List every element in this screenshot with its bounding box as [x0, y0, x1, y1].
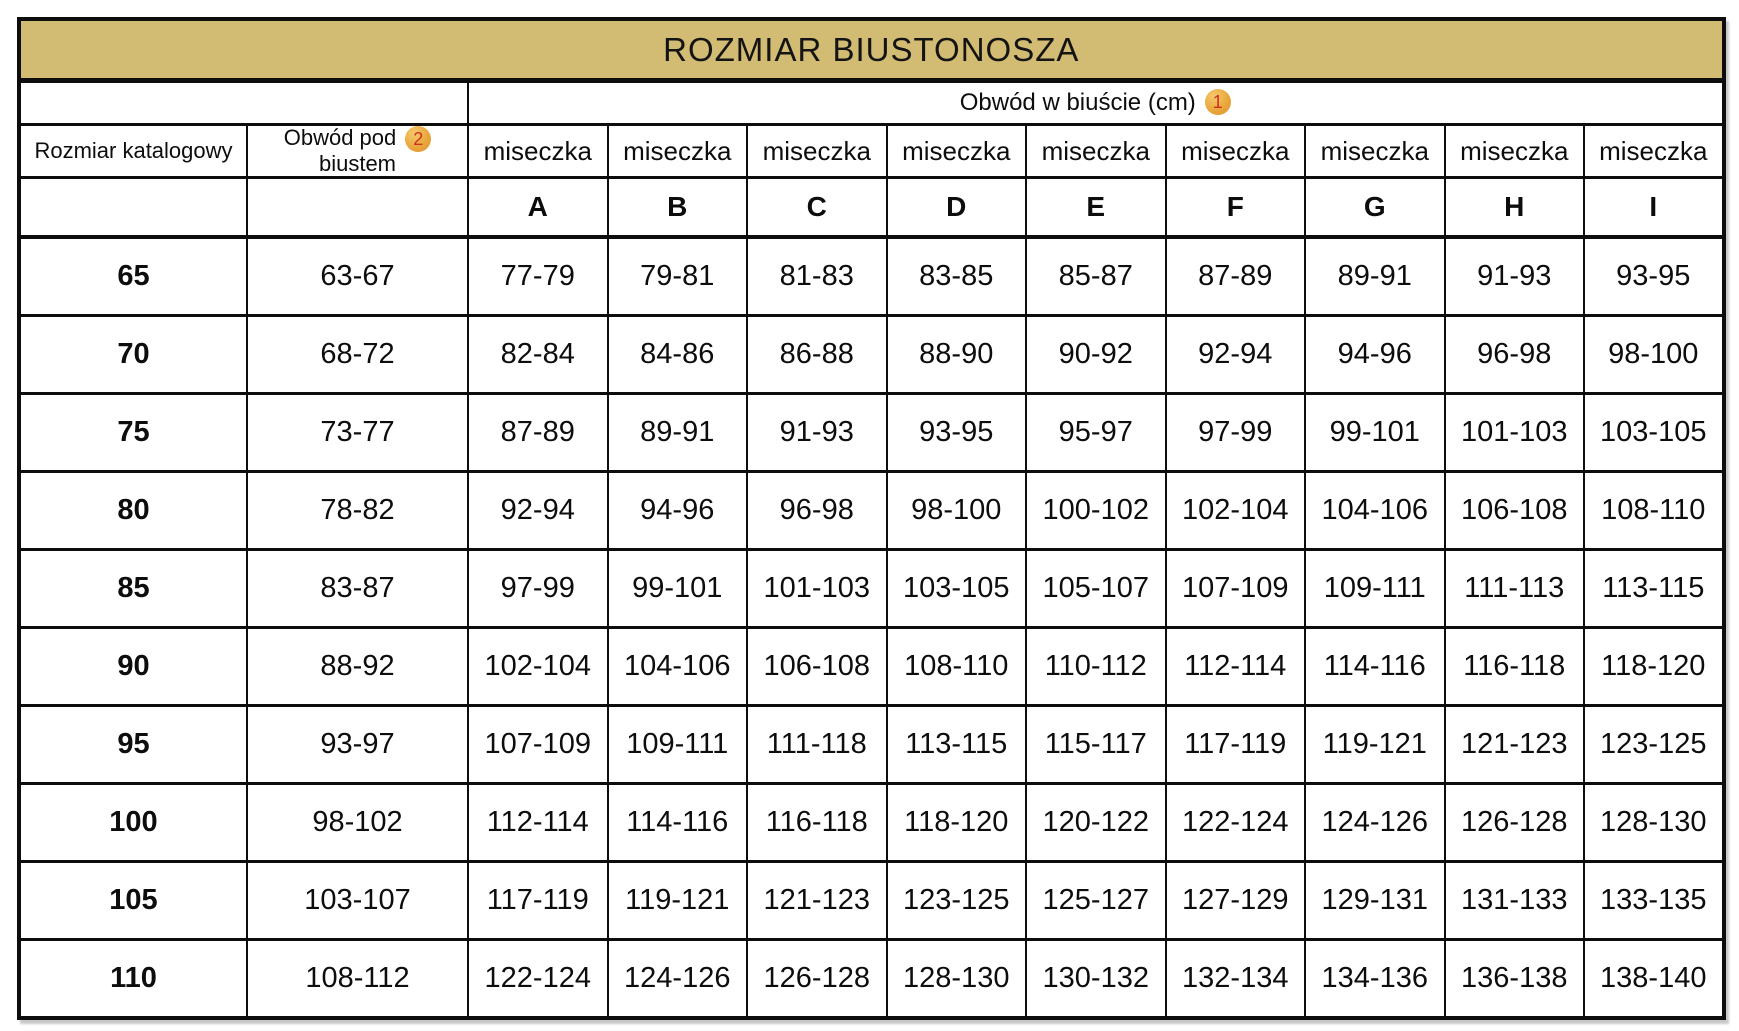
cup-range-value: 138-140: [1584, 940, 1724, 1019]
size-row-70: [19, 316, 1724, 394]
cup-column-header: miseczka: [608, 125, 748, 178]
cup-range-value: 94-96: [608, 472, 748, 550]
cup-range-value: 87-89: [1166, 237, 1306, 316]
underbust-value: 63-67: [247, 237, 468, 316]
catalog-size-value: 95: [19, 706, 247, 784]
underbust-label-line2: biustem: [318, 150, 397, 176]
cup-range-value: 87-89: [468, 394, 608, 472]
cup-range-value: 122-124: [468, 940, 608, 1019]
cup-range-value: 81-83: [747, 237, 887, 316]
cup-range-value: 110-112: [1026, 628, 1166, 706]
cup-range-value: 98-100: [887, 472, 1027, 550]
underbust-value: 78-82: [247, 472, 468, 550]
underbust-value: 103-107: [247, 862, 468, 940]
cup-range-value: 136-138: [1445, 940, 1585, 1019]
cup-column-header: miseczka: [747, 125, 887, 178]
catalog-size-value: 105: [19, 862, 247, 940]
cup-range-value: 117-119: [1166, 706, 1306, 784]
cup-range-value: 124-126: [608, 940, 748, 1019]
empty-cell: [247, 178, 468, 238]
cup-range-value: 94-96: [1305, 316, 1445, 394]
cup-range-value: 103-105: [887, 550, 1027, 628]
cup-range-value: 111-113: [1445, 550, 1585, 628]
cup-range-value: 91-93: [1445, 237, 1585, 316]
cup-range-value: 128-130: [1584, 784, 1724, 862]
size-row-75: [19, 394, 1724, 472]
underbust-value: 98-102: [247, 784, 468, 862]
catalog-size-value: 85: [19, 550, 247, 628]
empty-corner-cell: [19, 81, 468, 125]
size-row-110: [19, 940, 1724, 1019]
underbust-value: 93-97: [247, 706, 468, 784]
cup-range-value: 84-86: [608, 316, 748, 394]
cup-range-value: 90-92: [1026, 316, 1166, 394]
cup-range-value: 132-134: [1166, 940, 1306, 1019]
underbust-value: 68-72: [247, 316, 468, 394]
cup-range-value: 116-118: [747, 784, 887, 862]
cup-range-value: 101-103: [1445, 394, 1585, 472]
note-1-badge-icon: 1: [1205, 89, 1231, 115]
cup-range-value: 99-101: [1305, 394, 1445, 472]
cup-range-value: 93-95: [887, 394, 1027, 472]
size-row-95: [19, 706, 1724, 784]
cup-range-value: 82-84: [468, 316, 608, 394]
underbust-value: 88-92: [247, 628, 468, 706]
cup-range-value: 108-110: [887, 628, 1027, 706]
cup-range-value: 125-127: [1026, 862, 1166, 940]
underbust-value: 108-112: [247, 940, 468, 1019]
cup-column-header: miseczka: [887, 125, 1027, 178]
cup-range-value: 120-122: [1026, 784, 1166, 862]
cup-range-value: 107-109: [1166, 550, 1306, 628]
cup-range-value: 134-136: [1305, 940, 1445, 1019]
cup-range-value: 115-117: [1026, 706, 1166, 784]
note-2-badge-icon: 2: [405, 126, 431, 152]
cup-column-header: miseczka: [1445, 125, 1585, 178]
cup-range-value: 101-103: [747, 550, 887, 628]
catalog-size-header: Rozmiar katalogowy: [19, 125, 247, 178]
empty-cell: [19, 178, 247, 238]
cup-range-value: 104-106: [1305, 472, 1445, 550]
cup-range-value: 96-98: [747, 472, 887, 550]
cup-range-value: 117-119: [468, 862, 608, 940]
cup-range-value: 126-128: [1445, 784, 1585, 862]
catalog-size-value: 80: [19, 472, 247, 550]
catalog-size-value: 100: [19, 784, 247, 862]
cup-range-value: 114-116: [1305, 628, 1445, 706]
cup-range-value: 124-126: [1305, 784, 1445, 862]
cup-range-value: 131-133: [1445, 862, 1585, 940]
cup-range-value: 93-95: [1584, 237, 1724, 316]
size-row-90: [19, 628, 1724, 706]
title-row: [19, 19, 1724, 81]
cup-range-value: 133-135: [1584, 862, 1724, 940]
cup-range-value: 105-107: [1026, 550, 1166, 628]
cup-range-value: 108-110: [1584, 472, 1724, 550]
catalog-size-value: 110: [19, 940, 247, 1019]
cup-range-value: 126-128: [747, 940, 887, 1019]
cup-letter-H: H: [1445, 178, 1585, 238]
cup-range-value: 122-124: [1166, 784, 1306, 862]
cup-range-value: 121-123: [747, 862, 887, 940]
bust-circumference-row: [19, 81, 1724, 125]
cup-range-value: 96-98: [1445, 316, 1585, 394]
cup-range-value: 86-88: [747, 316, 887, 394]
cup-range-value: 129-131: [1305, 862, 1445, 940]
cup-column-header: miseczka: [468, 125, 608, 178]
size-row-105: [19, 862, 1724, 940]
catalog-size-value: 90: [19, 628, 247, 706]
page-title: ROZMIAR BIUSTONOSZA: [19, 19, 1724, 81]
cup-range-value: 79-81: [608, 237, 748, 316]
underbust-value: 83-87: [247, 550, 468, 628]
cup-range-value: 116-118: [1445, 628, 1585, 706]
cup-range-value: 111-118: [747, 706, 887, 784]
cup-letter-C: C: [747, 178, 887, 238]
cup-range-value: 92-94: [468, 472, 608, 550]
catalog-size-value: 75: [19, 394, 247, 472]
cup-range-value: 123-125: [887, 862, 1027, 940]
cup-range-value: 113-115: [887, 706, 1027, 784]
size-row-65: [19, 237, 1724, 316]
cup-range-value: 109-111: [608, 706, 748, 784]
cup-letter-row: [19, 178, 1724, 238]
cup-range-value: 112-114: [1166, 628, 1306, 706]
cup-range-value: 88-90: [887, 316, 1027, 394]
cup-range-value: 123-125: [1584, 706, 1724, 784]
bust-circumference-header: [468, 81, 1724, 125]
cup-range-value: 112-114: [468, 784, 608, 862]
catalog-size-value: 70: [19, 316, 247, 394]
cup-range-value: 89-91: [1305, 237, 1445, 316]
cup-range-value: 107-109: [468, 706, 608, 784]
cup-letter-F: F: [1166, 178, 1306, 238]
size-row-100: [19, 784, 1724, 862]
cup-range-value: 113-115: [1584, 550, 1724, 628]
cup-range-value: 77-79: [468, 237, 608, 316]
cup-range-value: 118-120: [1584, 628, 1724, 706]
cup-column-header: miseczka: [1305, 125, 1445, 178]
cup-range-value: 103-105: [1584, 394, 1724, 472]
size-row-85: [19, 550, 1724, 628]
bust-circumference-label: Obwód w biuście (cm): [959, 89, 1196, 116]
cup-column-header: miseczka: [1026, 125, 1166, 178]
cup-range-value: 102-104: [468, 628, 608, 706]
cup-range-value: 92-94: [1166, 316, 1306, 394]
cup-range-value: 109-111: [1305, 550, 1445, 628]
cup-letter-G: G: [1305, 178, 1445, 238]
cup-range-value: 97-99: [1166, 394, 1306, 472]
cup-range-value: 95-97: [1026, 394, 1166, 472]
cup-range-value: 102-104: [1166, 472, 1306, 550]
cup-range-value: 106-108: [747, 628, 887, 706]
cup-letter-E: E: [1026, 178, 1166, 238]
cup-range-value: 119-121: [1305, 706, 1445, 784]
size-row-80: [19, 472, 1724, 550]
cup-column-header: miseczka: [1584, 125, 1724, 178]
cup-range-value: 118-120: [887, 784, 1027, 862]
cup-range-value: 130-132: [1026, 940, 1166, 1019]
cup-range-value: 85-87: [1026, 237, 1166, 316]
cup-range-value: 91-93: [747, 394, 887, 472]
cup-range-value: 119-121: [608, 862, 748, 940]
cup-range-value: 98-100: [1584, 316, 1724, 394]
cup-range-value: 106-108: [1445, 472, 1585, 550]
cup-range-value: 83-85: [887, 237, 1027, 316]
cup-column-header: miseczka: [1166, 125, 1306, 178]
cup-range-value: 114-116: [608, 784, 748, 862]
cup-letter-I: I: [1584, 178, 1724, 238]
cup-range-value: 104-106: [608, 628, 748, 706]
cup-range-value: 128-130: [887, 940, 1027, 1019]
cup-range-value: 100-102: [1026, 472, 1166, 550]
catalog-size-value: 65: [19, 237, 247, 316]
underbust-header: [247, 125, 468, 178]
cup-range-value: 89-91: [608, 394, 748, 472]
underbust-label-line1: Obwód pod: [283, 125, 397, 151]
cup-letter-B: B: [608, 178, 748, 238]
cup-range-value: 97-99: [468, 550, 608, 628]
cup-range-value: 121-123: [1445, 706, 1585, 784]
cup-range-value: 127-129: [1166, 862, 1306, 940]
cup-range-value: 99-101: [608, 550, 748, 628]
column-header-row: [19, 125, 1724, 178]
bra-size-table: [17, 17, 1726, 1020]
cup-letter-A: A: [468, 178, 608, 238]
cup-letter-D: D: [887, 178, 1027, 238]
underbust-value: 73-77: [247, 394, 468, 472]
